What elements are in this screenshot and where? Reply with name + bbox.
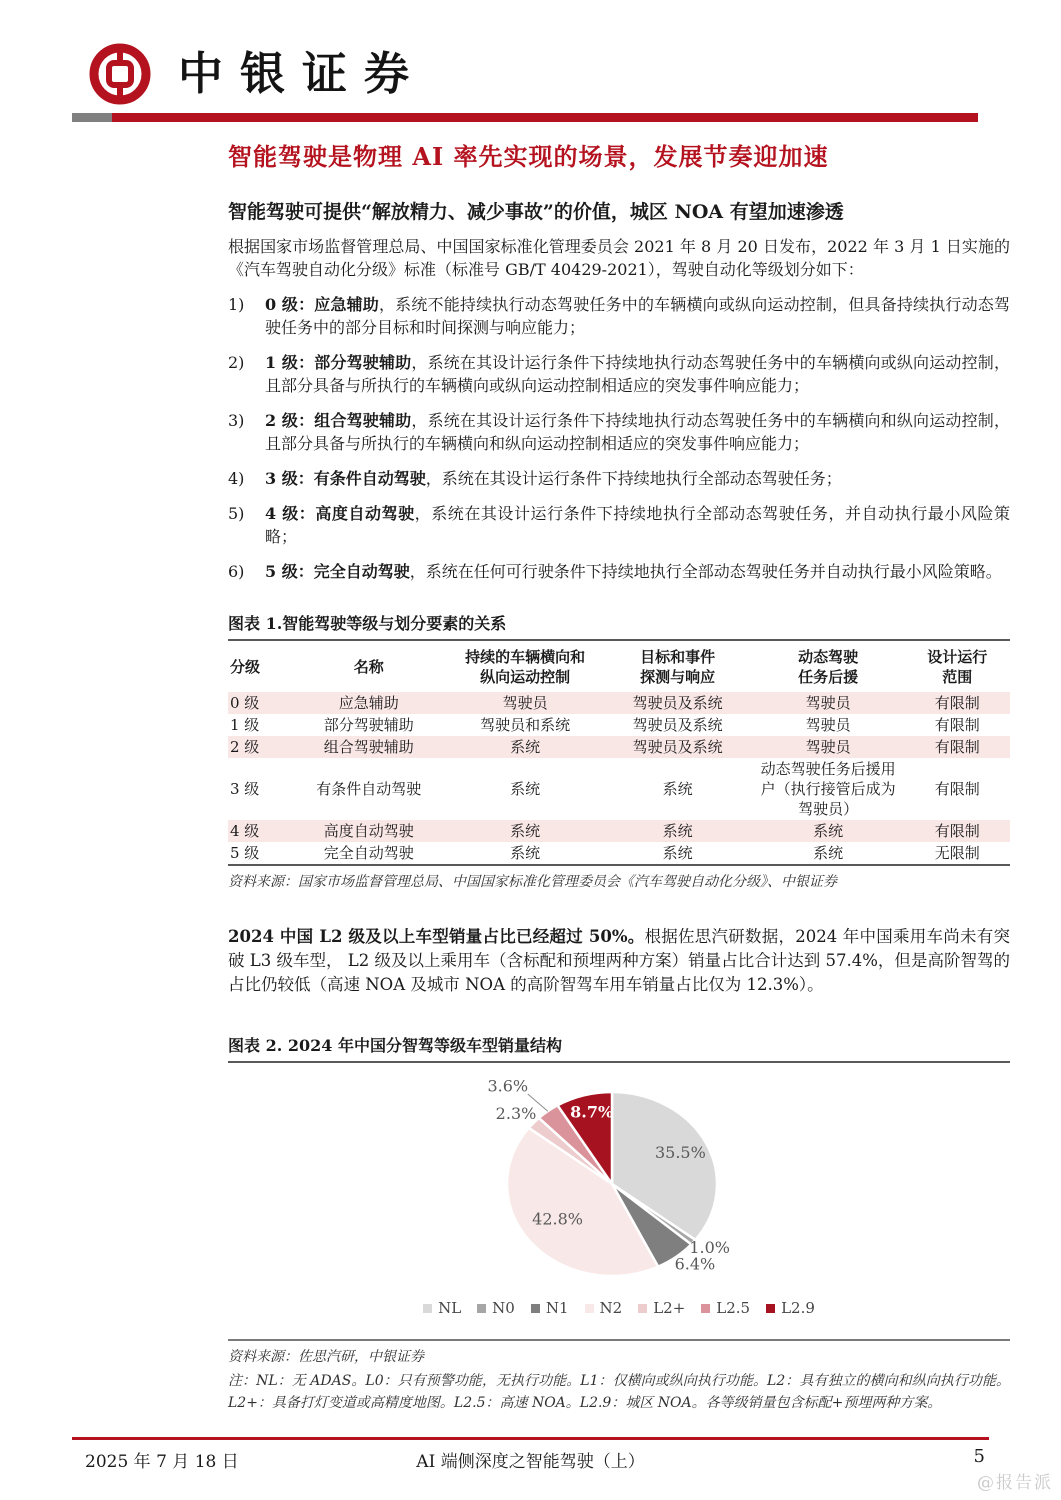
legend-item-L2+ — [638, 1299, 685, 1317]
pie-label-N2: 42.8% — [532, 1209, 584, 1229]
figure2-title: 图表 2. 2024 年中国分智驾等级车型销量结构 — [228, 1036, 562, 1055]
pie-label-N0: 1.0% — [689, 1238, 731, 1258]
table-cell: 驾驶员 — [805, 694, 851, 712]
table-cell: 驾驶员及系统 — [632, 716, 723, 734]
legend-swatch — [585, 1304, 594, 1313]
section-title: 智能驾驶是物理 AI 率先实现的场景，发展节奏迎加速 — [228, 142, 829, 171]
figure2 — [228, 1035, 1010, 1414]
list-item — [228, 502, 1010, 548]
table-cell: 应急辅助 — [338, 694, 399, 712]
table-header-row — [228, 641, 1010, 692]
table-cell: 系统 — [662, 780, 693, 798]
automation-level-list — [228, 293, 1010, 583]
table-header-cell: 分级 — [230, 658, 261, 676]
table-cell: 系统 — [510, 738, 541, 756]
table-cell: 有限制 — [934, 738, 980, 756]
table-cell: 系统 — [510, 844, 541, 862]
table-cell: 有条件自动驾驶 — [316, 780, 422, 798]
legend-item-N1 — [531, 1299, 569, 1317]
table-cell: 完全自动驾驶 — [323, 844, 414, 862]
legend-label: L2+ — [653, 1299, 686, 1317]
list-item-number: 4) — [228, 469, 245, 488]
legend-swatch — [423, 1304, 432, 1313]
list-item — [228, 293, 1010, 339]
figure2-top-rule — [228, 1061, 1010, 1063]
table-cell: 有限制 — [934, 694, 980, 712]
footer-page-number: 5 — [973, 1446, 985, 1467]
legend-item-NL — [423, 1299, 461, 1317]
sales-paragraph — [228, 925, 1010, 997]
figure1-bottom-rule — [228, 864, 1010, 866]
figure2-source: 资料来源：佐思汽研，中银证券 — [228, 1348, 424, 1365]
intro-paragraph: 根据国家市场监督管理总局、中国国家标准化管理委员会 2021 年 8 月 20 日发布，2022 年 3 月 1 日实施的《汽车驾驶自动化分级》标准（标准号 GB/T 40429-2021），驾驶自动化等级划分如下： — [228, 237, 1010, 279]
list-item — [228, 467, 1010, 490]
list-item-text: 3 级：有条件自动驾驶，系统在其设计运行条件下持续地执行全部动态驾驶任务； — [265, 469, 842, 488]
pie-chart-box — [228, 1069, 1010, 1317]
table-cell: 驾驶员及系统 — [632, 694, 723, 712]
figure1 — [228, 613, 1010, 892]
legend-item-N2 — [585, 1299, 623, 1317]
list-item-number: 2) — [228, 353, 245, 372]
legend-item-L2.5 — [701, 1299, 750, 1317]
watermark: @报告派 — [977, 1473, 1053, 1493]
sales-paragraph-rest: 根据佐思汽研数据，2024 年中国乘用车尚未有突破 L3 级车型， L2 级及以上乘用车（含标配和预埋两种方案）销量占比合计达到 57.4%，但是高阶智驾的占比仍较低（高速 NOA 及城市 NOA 的高阶智驾车用车销量占比仅为 12.3%）。 — [228, 927, 1010, 994]
table-cell: 系统 — [813, 844, 844, 862]
pie-label-L2.9: 8.7% — [570, 1102, 614, 1122]
legend-swatch — [701, 1304, 710, 1313]
legend-swatch — [477, 1304, 486, 1313]
pie-label-L2.5: 3.6% — [487, 1076, 529, 1096]
legend-item-L2.9 — [766, 1299, 815, 1317]
legend-label: N1 — [545, 1299, 569, 1317]
list-item-number: 6) — [228, 562, 245, 581]
table-cell: 4 级 — [230, 822, 260, 840]
table-cell: 有限制 — [934, 716, 980, 734]
list-item-text: 2 级：组合驾驶辅助，系统在其设计运行条件下持续地执行动态驾驶任务中的车辆横向和纵向运动控制，且部分具备与所执行的车辆横向和纵向运动控制相适应的突发事件响应能力； — [265, 411, 1010, 453]
list-item — [228, 409, 1010, 455]
table-row — [228, 842, 1010, 864]
header — [88, 42, 426, 106]
table-row — [228, 820, 1010, 842]
pie-label-L2+: 2.3% — [495, 1104, 537, 1123]
table-cell: 2 级 — [230, 738, 260, 756]
table-cell: 驾驶员 — [502, 694, 548, 712]
table-row — [228, 736, 1010, 758]
section-subtitle: 智能驾驶可提供“解放精力、减少事故”的价值，城区 NOA 有望加速渗透 — [228, 201, 844, 223]
table-cell: 驾驶员及系统 — [632, 738, 723, 756]
footer-rule — [72, 1437, 989, 1440]
table-cell: 驾驶员 — [805, 716, 851, 734]
footer-report-title: AI 端侧深度之智能驾驶（上） — [416, 1452, 645, 1472]
list-item-text: 1 级：部分驾驶辅助，系统在其设计运行条件下持续地执行动态驾驶任务中的车辆横向或纵向运动控制，且部分具备与所执行的车辆横向或纵向运动控制相适应的突发事件响应能力； — [265, 353, 1010, 395]
table-cell: 系统 — [662, 844, 693, 862]
figure1-title: 图表 1.智能驾驶等级与划分要素的关系 — [228, 614, 507, 633]
table-cell: 系统 — [662, 822, 693, 840]
table-header-cell: 目标和事件 探测与响应 — [640, 648, 716, 686]
header-bar — [72, 113, 978, 122]
table-row — [228, 714, 1010, 736]
pie-label-N1: 6.4% — [674, 1254, 716, 1274]
header-bar-red-segment — [112, 113, 978, 122]
list-item-text: 0 级：应急辅助，系统不能持续执行动态驾驶任务中的车辆横向或纵向运动控制，但具备持续执行动态驾驶任务中的部分目标和时间探测与响应能力； — [265, 295, 1010, 337]
chart-legend — [228, 1299, 1010, 1317]
list-item — [228, 351, 1010, 397]
figure1-table — [228, 641, 1010, 864]
brand-text: 中银证券 — [178, 47, 427, 100]
table-header-cell: 名称 — [353, 658, 384, 676]
main-content — [228, 142, 1010, 1414]
table-cell: 0 级 — [230, 694, 260, 712]
table-cell: 有限制 — [934, 822, 980, 840]
list-item-text: 5 级：完全自动驾驶，系统在任何可行驶条件下持续地执行全部动态驾驶任务并自动执行最小风险策略。 — [265, 562, 1002, 581]
table-cell: 5 级 — [230, 844, 260, 862]
table-cell: 驾驶员 — [805, 738, 851, 756]
table-header-cell: 动态驾驶 任务后援 — [798, 648, 859, 686]
list-item-text: 4 级：高度自动驾驶，系统在其设计运行条件下持续地执行全部动态驾驶任务，并自动执行最小风险策略； — [265, 504, 1010, 546]
table-cell: 1 级 — [230, 716, 260, 734]
list-item-number: 1) — [228, 295, 245, 314]
legend-swatch — [531, 1304, 540, 1313]
table-cell: 组合驾驶辅助 — [323, 738, 414, 756]
header-bar-gray-segment — [72, 113, 112, 122]
table-cell: 系统 — [510, 780, 541, 798]
legend-swatch — [638, 1304, 647, 1313]
table-cell: 高度自动驾驶 — [323, 822, 414, 840]
table-header-cell: 设计运行 范围 — [927, 648, 988, 686]
pie-label-NL: 35.5% — [654, 1143, 706, 1163]
table-cell: 系统 — [813, 822, 844, 840]
legend-label: L2.9 — [781, 1299, 815, 1317]
legend-swatch — [766, 1304, 775, 1313]
table-cell: 部分驾驶辅助 — [323, 716, 414, 734]
figure2-note: 注：NL：无 ADAS。L0：只有预警功能，无执行功能。L1：仅横向或纵向执行功能。L2：具有独立的横向和纵向执行功能。L2+：具备打灯变道或高精度地图。L2.5：高速 NOA。L2.9：城区 NOA。各等级销量包含标配+预埋两种方案。 — [228, 1372, 1010, 1411]
figure2-bottom-rule — [228, 1339, 1010, 1341]
legend-item-N0 — [477, 1299, 515, 1317]
table-cell: 动态驾驶任务后援用户（执行接管后成为驾驶员） — [760, 760, 896, 818]
list-item-number: 3) — [228, 411, 245, 430]
table-cell: 无限制 — [934, 844, 980, 862]
figure1-source: 资料来源：国家市场监督管理总局、中国国家标准化管理委员会《汽车驾驶自动化分级》、中银证券 — [228, 874, 837, 890]
legend-label: NL — [438, 1299, 462, 1317]
table-cell: 有限制 — [934, 780, 980, 798]
legend-label: N2 — [599, 1299, 623, 1317]
boc-logo-icon — [88, 42, 152, 106]
pie-chart — [228, 1069, 1010, 1297]
legend-label: L2.5 — [716, 1299, 751, 1317]
legend-label: N0 — [492, 1299, 515, 1317]
table-cell: 系统 — [510, 822, 541, 840]
table-cell: 3 级 — [230, 780, 260, 798]
sales-paragraph-bold: 2024 中国 L2 级及以上车型销量占比已经超过 50%。 — [228, 927, 645, 946]
list-item — [228, 560, 1010, 583]
table-cell: 驾驶员和系统 — [480, 716, 571, 734]
footer-date: 2025 年 7 月 18 日 — [85, 1452, 239, 1472]
list-item-number: 5) — [228, 504, 245, 523]
table-header-cell: 持续的车辆横向和 纵向运动控制 — [465, 648, 586, 686]
table-row — [228, 692, 1010, 714]
table-row — [228, 758, 1010, 820]
